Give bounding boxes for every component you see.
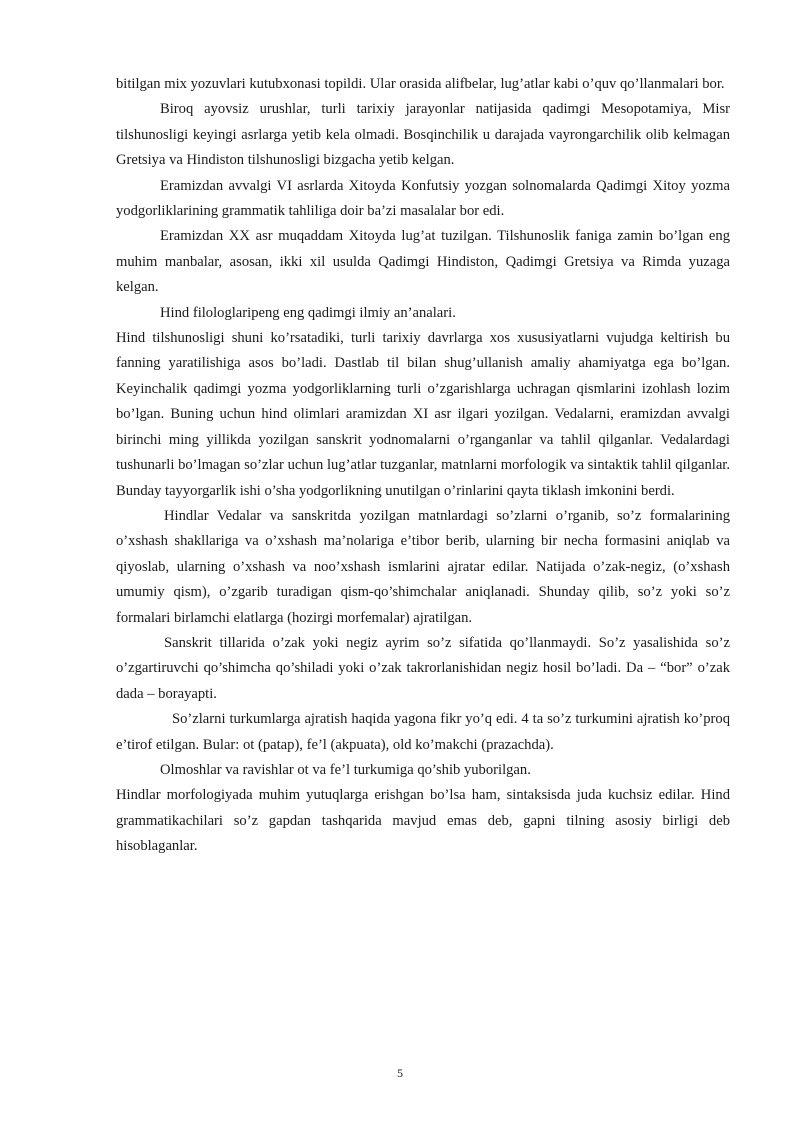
paragraph-6: Hind tilshunosligi shuni ko’rsatadiki, turli tarixiy davrlarga xos xususiyatlarni vujudga keltirish bu fanning yaratilishiga asos bo’ladi. Dastlab til bilan shug’ullanish amaliy ahamiyatga ega bo’lgan. Keyinchalik qadimgi yozma yodgorliklarning turli o’zgarishlarga uchragan qismlarini izohlash lozim bo’lgan. Buning uchun hind olimlari aramizdan XI asr ilgari yozilgan. Vedalarni, eramizdan avvalgi birinchi ming yillikda yozilgan sanskrit yodnomalarni o’rganganlar va tahlil qilganlar. Vedalardagi tushunarli bo’lmagan so’zlar uchun lug’atlar tuzganlar, matnlarni morfologik va sintaktik tahlil qilganlar. Bunday tayyorgarlik ishi o’sha yodgorlikning unutilgan o’rinlarini qayta tiklash imkonini berdi. (116, 330, 730, 499)
paragraph-4: Eramizdan XX asr muqaddam Xitoyda lug’at tuzilgan. Tilshunoslik faniga zamin bo’lgan eng muhim manbalar, asosan, ikki xil usulda Qadimgi Hindiston, Qadimgi Gretsiya va Rimda yuzaga kelgan. (116, 228, 730, 296)
paragraph-1: bitilgan mix yozuvlari kutubxonasi topildi. Ular orasida alifbelar, lug’atlar kabi o’quv qo’llanmalari bor. (116, 76, 725, 92)
paragraph-3: Eramizdan avvalgi VI asrlarda Xitoyda Konfutsiy yozgan solnomalarda Qadimgi Xitoy yozma yodgorliklarining grammatik tahliliga doir ba’zi masalalar bor edi. (116, 177, 730, 220)
paragraph-11: Hindlar morfologiyada muhim yutuqlarga erishgan bo’lsa ham, sintaksisda juda kuchsiz edilar. Hind grammatikachilari so’z gapdan tashqarida mavjud emas deb, gapni tilning asosiy birligi deb hisoblaganlar. (116, 787, 730, 855)
paragraph-9: So’zlarni turkumlarga ajratish haqida yagona fikr yo’q edi. 4 ta so’z turkumini ajratish ko’proq e’tirof etilgan. Bular: ot (patap), fe’l (akpuata), old ko’makchi (prazachda). (116, 711, 730, 753)
paragraph-5-heading: Hind filologlaripeng eng qadimgi ilmiy an’analari. (160, 304, 456, 321)
paragraph-7: Hindlar Vedalar va sanskritda yozilgan matnlardagi so’zlarni o’rganib, so’z formalarining o’xshash shakllariga va o’xshash ma’nolariga e’tibor berib, ularning bir necha formasini aniqlab va qiyoslab, ularning o’xshash va noo’xshash ismlarini ajratar edilar. Natijada o’zak-negiz, (o’xshash umumiy qism), o’zgarib turadigan qism-qo’shimchalar aniqlanadi. Shunday qilib, so’z yoki so’z formalari birlamchi elatlarga (hozirgi morfemalar) ajratilgan. (116, 507, 730, 626)
page-body (116, 72, 730, 860)
paragraph-10: Olmoshlar va ravishlar ot va fe’l turkumiga qo’shib yuborilgan. (160, 761, 531, 778)
paragraph-8: Sanskrit tillarida o’zak yoki negiz ayrim so’z sifatida qo’llanmaydi. So’z yasalishida so’z o’zgartiruvchi qo’shimcha qo’shiladi yoki o’zak takrorlanishidan negiz hosil bo’ladi. Da – “bor” o’zak dada – borayapti. (116, 634, 730, 702)
paragraph-2: Biroq ayovsiz urushlar, turli tarixiy jarayonlar natijasida qadimgi Mesopotamiya, Misr tilshunosligi keyingi asrlarga yetib kela olmadi. Bosqinchilik u darajada vayrongarchilik olib kelmagan Gretsiya va Hindiston tilshunosligi bizgacha yetib kelgan. (116, 101, 730, 169)
page-number: 5 (397, 1066, 403, 1080)
